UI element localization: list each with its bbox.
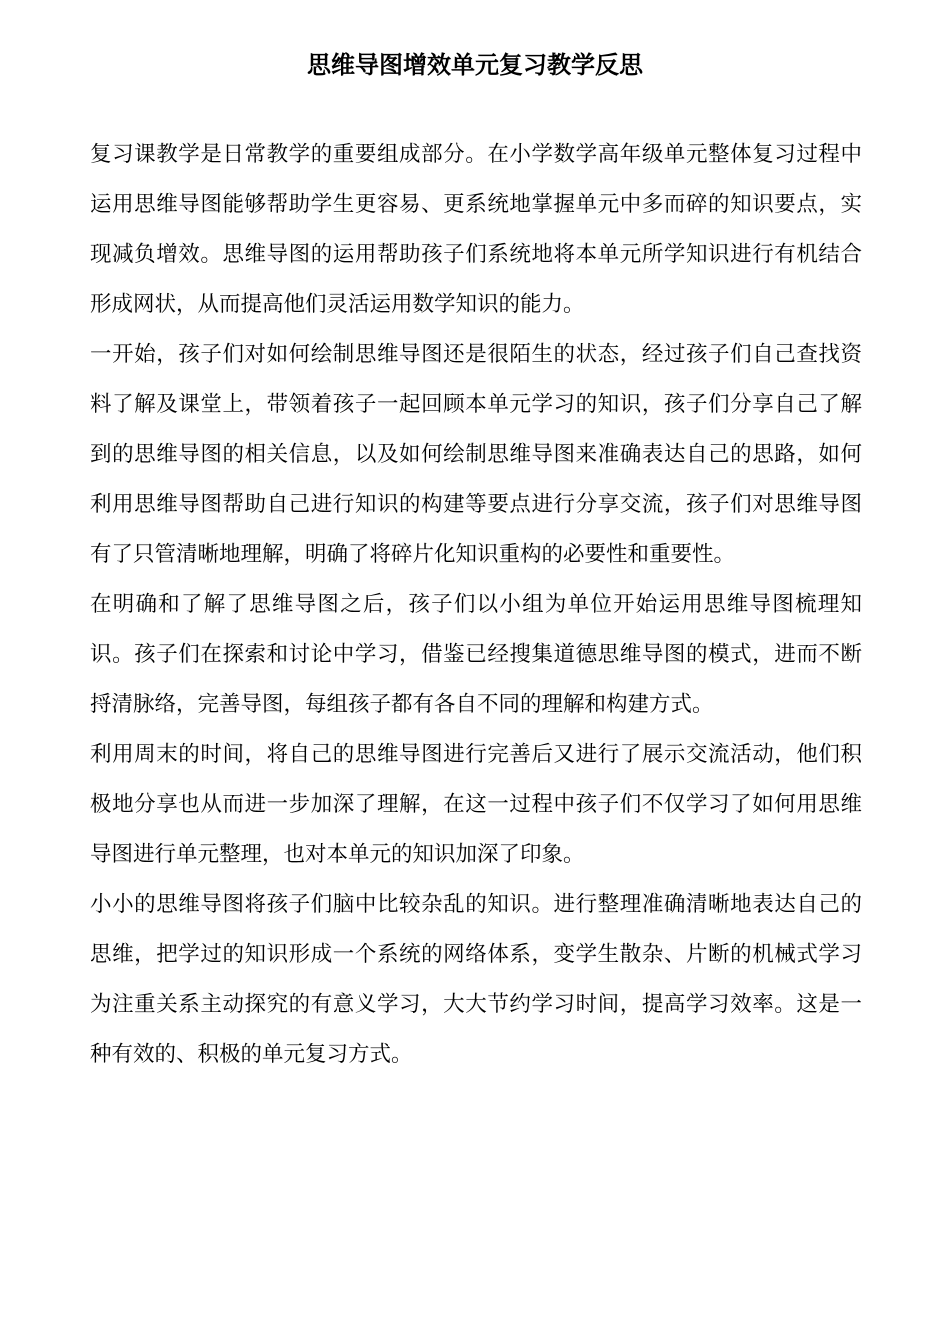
paragraph-2: 一开始，孩子们对如何绘制思维导图还是很陌生的状态，经过孩子们自己查找资料了解及课堂上，带领着孩子一起回顾本单元学习的知识，孩子们分享自己了解到的思维导图的相关信息，以及如何绘制思维导图来准确表达自己的思路，如何利用思维导图帮助自己进行知识的构建等要点进行分享交流，孩子们对思维导图有了只管清晰地理解，明确了将碎片化知识重构的必要性和重要性。	[90, 342, 862, 567]
paragraph-1: 复习课教学是日常教学的重要组成部分。在小学数学高年级单元整体复习过程中运用思维导图能够帮助学生更容易、更系统地掌握单元中多而碎的知识要点，实现减负增效。思维导图的运用帮助孩子们系统地将本单元所学知识进行有机结合形成网状，从而提高他们灵活运用数学知识的能力。	[90, 142, 862, 317]
document-title: 思维导图增效单元复习教学反思	[307, 51, 643, 79]
paragraph-3: 在明确和了解了思维导图之后，孩子们以小组为单位开始运用思维导图梳理知识。孩子们在探索和讨论中学习，借鉴已经搜集道德思维导图的模式，进而不断捋清脉络，完善导图，每组孩子都有各自不同的理解和构建方式。	[90, 592, 862, 717]
document-body	[90, 130, 862, 1080]
paragraph-5: 小小的思维导图将孩子们脑中比较杂乱的知识。进行整理准确清晰地表达自己的思维，把学过的知识形成一个系统的网络体系，变学生散杂、片断的机械式学习为注重关系主动探究的有意义学习，大大节约学习时间，提高学习效率。这是一种有效的、积极的单元复习方式。	[90, 892, 862, 1067]
paragraph-4: 利用周末的时间，将自己的思维导图进行完善后又进行了展示交流活动，他们积极地分享也从而进一步加深了理解，在这一过程中孩子们不仅学习了如何用思维导图进行单元整理，也对本单元的知识加深了印象。	[90, 742, 862, 867]
